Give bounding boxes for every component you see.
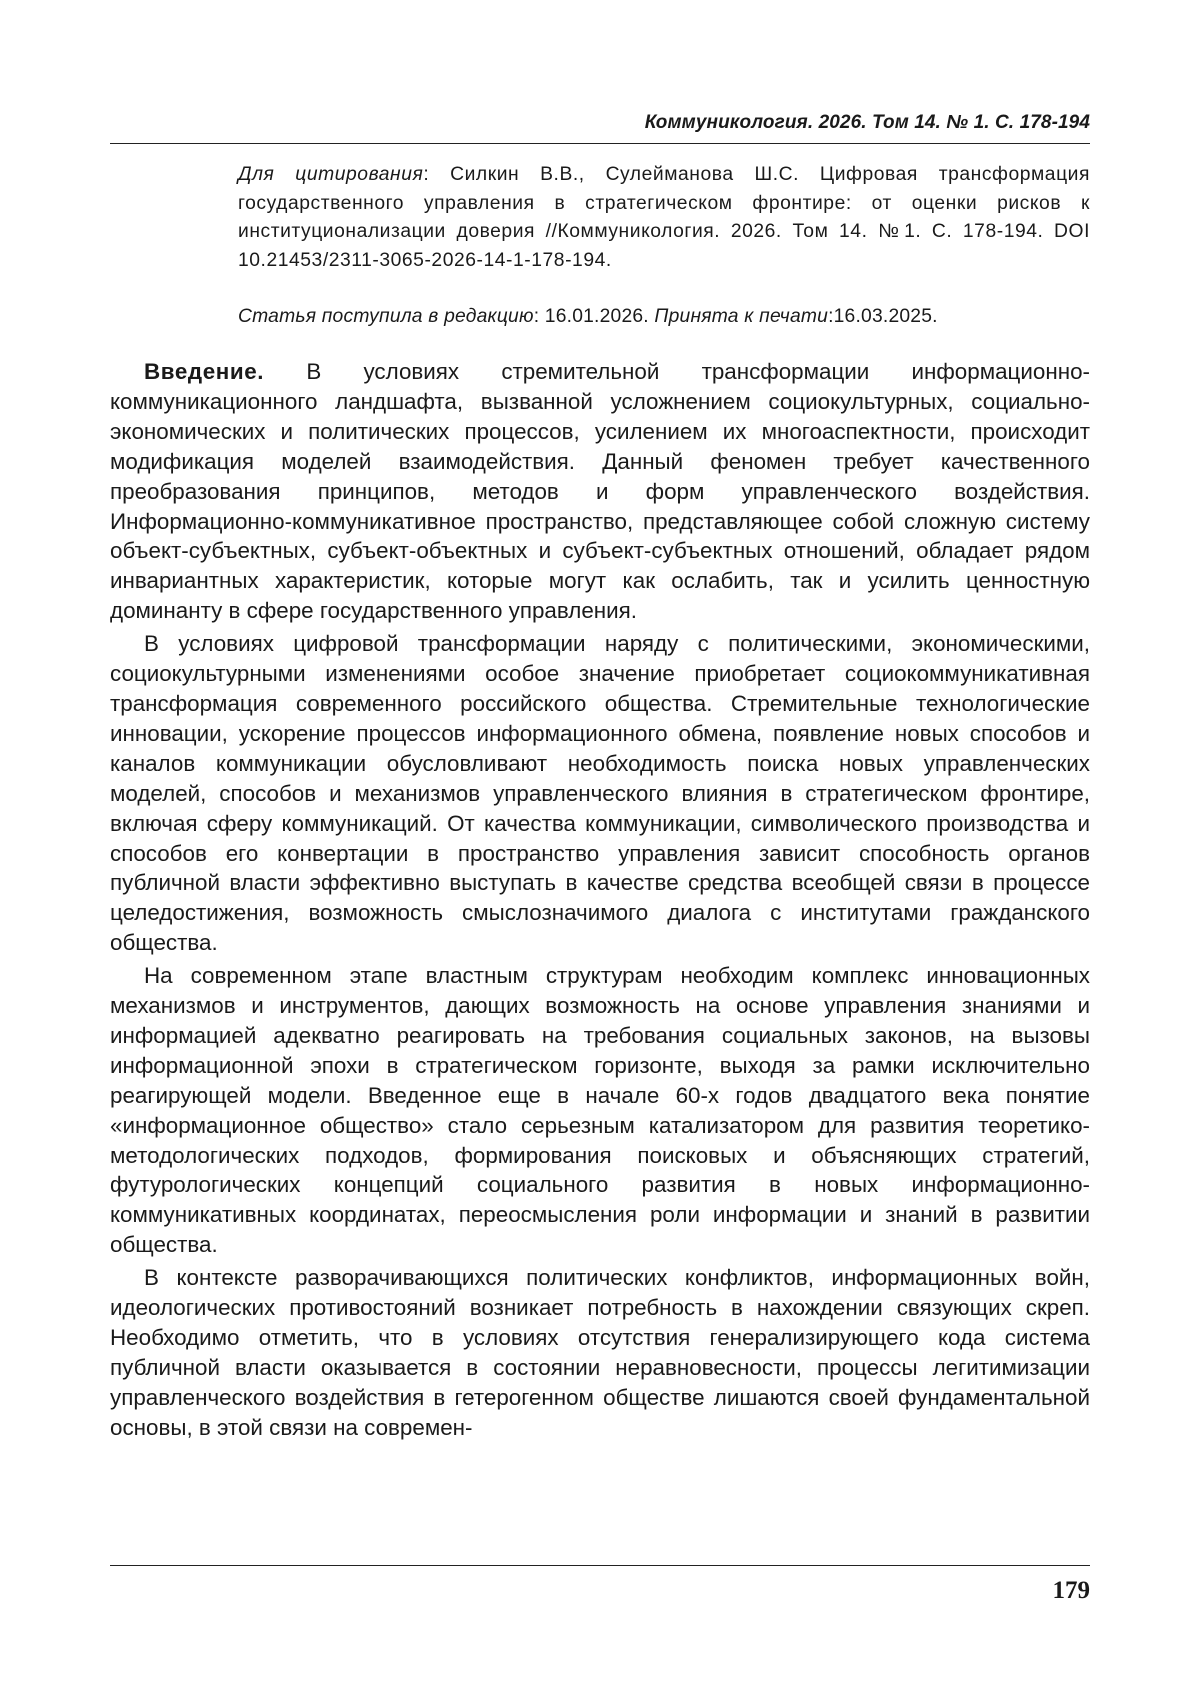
accepted-date: :16.03.2025. bbox=[828, 306, 938, 327]
citation-separator: : bbox=[423, 164, 451, 185]
received-line bbox=[238, 303, 1090, 331]
paragraph-text: В условиях стремительной трансформации информационно-коммуникационного ландшафта, вызванной усложнением социокультурных, социально-экономических и политических процессов, усилением их многоаспектности, происходит модификация моделей взаимодействия. Данный феномен требует качественного преобразования принципов, методов и форм управленческого воздействия. Информационно-коммуникативное пространство, представляющее собой сложную систему объект-субъектных, субъект-объектных и субъект-субъектных отношений, обладает рядом инвариантных характеристик, которые могут как ослабить, так и усилить ценностную доминанту в сфере государственного управления. bbox=[110, 359, 1090, 624]
footer-rule bbox=[110, 1565, 1090, 1566]
article-body bbox=[110, 357, 1090, 1443]
paragraph bbox=[110, 357, 1090, 626]
accepted-label: Принята к печати bbox=[654, 306, 829, 327]
running-header: Коммуникология. 2026. Том 14. № 1. С. 178-194 bbox=[644, 112, 1090, 133]
paragraph: В контексте разворачивающихся политических конфликтов, информационных войн, идеологических противостояний возникает потребность в нахождении связующих скреп. Необходимо отметить, что в условиях отсутствия генерализирующего кода система публичной власти оказывается в состоянии неравновесности, процессы легитимизации управленческого воздействия в гетерогенном обществе лишаются своей фундаментальной основы, в этой связи на современ- bbox=[110, 1265, 1090, 1440]
citation-block bbox=[238, 161, 1090, 275]
page-number: 179 bbox=[1052, 1577, 1090, 1604]
received-label: Статья поступила в редакцию bbox=[238, 306, 534, 327]
intro-lead: Введение. bbox=[144, 359, 265, 384]
citation-text: Силкин В.В., Сулейманова Ш.С. Цифровая трансформация государственного управления в стратегическом фронтире: от оценки рисков к институционализации доверия //Коммуникология. 2026. Том 14. №1. С. 178-194. DOI 10.21453/2311-3065-2026-14-1-178-194. bbox=[238, 164, 1090, 271]
paragraph: На современном этапе властным структурам необходим комплекс инновационных механизмов и инструментов, дающих возможность на основе управления знаниями и информацией адекватно реагировать на требования социальных законов, на вызовы информационной эпохи в стратегическом горизонте, выходя за рамки исключительно реагирующей модели. Введенное еще в начале 60-х годов двадцатого века понятие «информационное общество» стало серьезным катализатором для развития теоретико-методологических подходов, формирования поисковых и объясняющих стратегий, футурологических концепций социального развития в новых информационно-коммуникативных координатах, переосмысления роли информации и знаний в развитии общества. bbox=[110, 963, 1090, 1258]
received-date: : 16.01.2026. bbox=[533, 306, 655, 327]
paragraph: В условиях цифровой трансформации наряду с политическими, экономическими, социокультурными изменениями особое значение приобретает социокоммуникативная трансформация современного российского общества. Стремительные технологические инновации, ускорение процессов информационного обмена, появление новых способов и каналов коммуникации обусловливают необходимость поиска новых управленческих моделей, способов и механизмов управленческого влияния в стратегическом фронтире, включая сферу коммуникаций. От качества коммуникации, символического производства и способов его конвертации в пространство управления зависит способность органов публичной власти эффективно выступать в качестве средства всеобщей связи в процессе целедостижения, возможность смыслозначимого диалога с институтами гражданского общества. bbox=[110, 631, 1090, 956]
citation-label: Для цитирования bbox=[238, 164, 424, 185]
header-rule bbox=[110, 143, 1090, 144]
